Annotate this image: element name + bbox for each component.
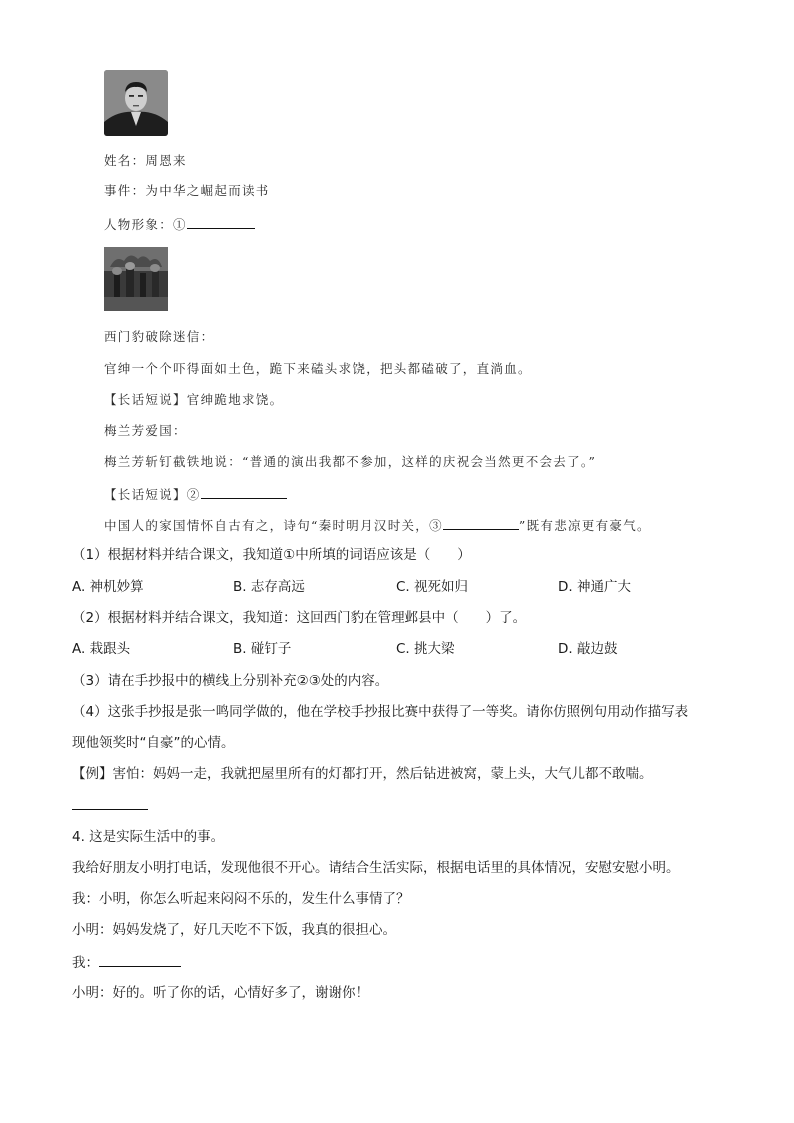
q1-option-c[interactable]: C. 视死如归: [396, 579, 469, 595]
blank-3[interactable]: [443, 515, 519, 530]
card1-name: 姓名：周恩来: [104, 153, 187, 168]
card3-summary-line: [104, 484, 287, 504]
card4-text-after: ”既有悲凉更有豪气。: [518, 518, 651, 533]
problem4-title: 4. 这是实际生活中的事。: [72, 829, 225, 845]
q2-option-a[interactable]: A. 栽跟头: [72, 641, 131, 657]
card3-sentence: 梅兰芳斩钉截铁地说：“普通的演出我都不参加，这样的庆祝会当然更不会去了。”: [104, 454, 597, 469]
portrait-photo-graphic: [104, 70, 168, 136]
q4-stem-line1: （4）这张手抄报是张一鸣同学做的，他在学校手抄报比赛中获得了一等奖。请你仿照例句用动作描写表: [72, 704, 689, 720]
blank-2[interactable]: [201, 484, 287, 499]
q2-option-d[interactable]: D. 敲边鼓: [558, 641, 618, 657]
dialog-line-1: 我：小明，你怎么听起来闷闷不乐的，发生什么事情了？: [72, 891, 410, 907]
q2-stem: （2）根据材料并结合课文，我知道：这回西门豹在管理邺县中（ ）了。: [72, 610, 527, 626]
scene-photo-graphic: [104, 247, 168, 311]
q1-option-d[interactable]: D. 神通广大: [558, 579, 631, 595]
dialog-line-3-label: 我：: [72, 955, 99, 971]
blank-1[interactable]: [187, 214, 255, 229]
card3-summary-label: 【长话短说】②: [104, 487, 201, 502]
q4-stem-line2: 现他领奖时“自豪”的心情。: [72, 735, 235, 751]
scene-photo: [104, 247, 168, 311]
portrait-photo: [104, 70, 168, 136]
card3-title: 梅兰芳爱国：: [104, 423, 187, 438]
card2-summary: 【长话短说】官绅跪地求饶。: [104, 392, 284, 407]
q4-example: 【例】害怕：妈妈一走，我就把屋里所有的灯都打开，然后钻进被窝，蒙上头，大气儿都不敢喘。: [72, 766, 653, 782]
dialog-line-2: 小明：妈妈发烧了，好几天吃不下饭，我真的很担心。: [72, 922, 396, 938]
q1-option-b[interactable]: B. 志存高远: [233, 579, 305, 595]
q2-option-b[interactable]: B. 碰钉子: [233, 641, 292, 657]
card1-event: 事件：为中华之崛起而读书: [104, 183, 270, 198]
q1-stem: （1）根据材料并结合课文，我知道①中所填的词语应该是（ ）: [72, 547, 471, 563]
dialog-line-3: [72, 952, 181, 972]
problem4-intro: 我给好朋友小明打电话，发现他很不开心。请结合生活实际，根据电话里的具体情况，安慰安慰小明。: [72, 860, 680, 876]
card2-sentence: 官绅一个个吓得面如土色，跪下来磕头求饶，把头都磕破了，直淌血。: [104, 361, 532, 376]
card1-image-label: 人物形象：①: [104, 217, 187, 232]
card4-text-before: 中国人的家国情怀自古有之，诗句“秦时明月汉时关，③: [104, 518, 443, 533]
card4-line: [104, 515, 651, 535]
card1-image-line: [104, 214, 255, 234]
dialog-answer-blank[interactable]: [99, 952, 181, 967]
q3-stem: （3）请在手抄报中的横线上分别补充②③处的内容。: [72, 673, 389, 689]
q1-option-a[interactable]: A. 神机妙算: [72, 579, 144, 595]
q4-answer-blank[interactable]: [72, 809, 148, 810]
dialog-line-4: 小明：好的。听了你的话，心情好多了，谢谢你！: [72, 985, 369, 1001]
q2-option-c[interactable]: C. 挑大梁: [396, 641, 455, 657]
card2-title: 西门豹破除迷信：: [104, 329, 215, 344]
